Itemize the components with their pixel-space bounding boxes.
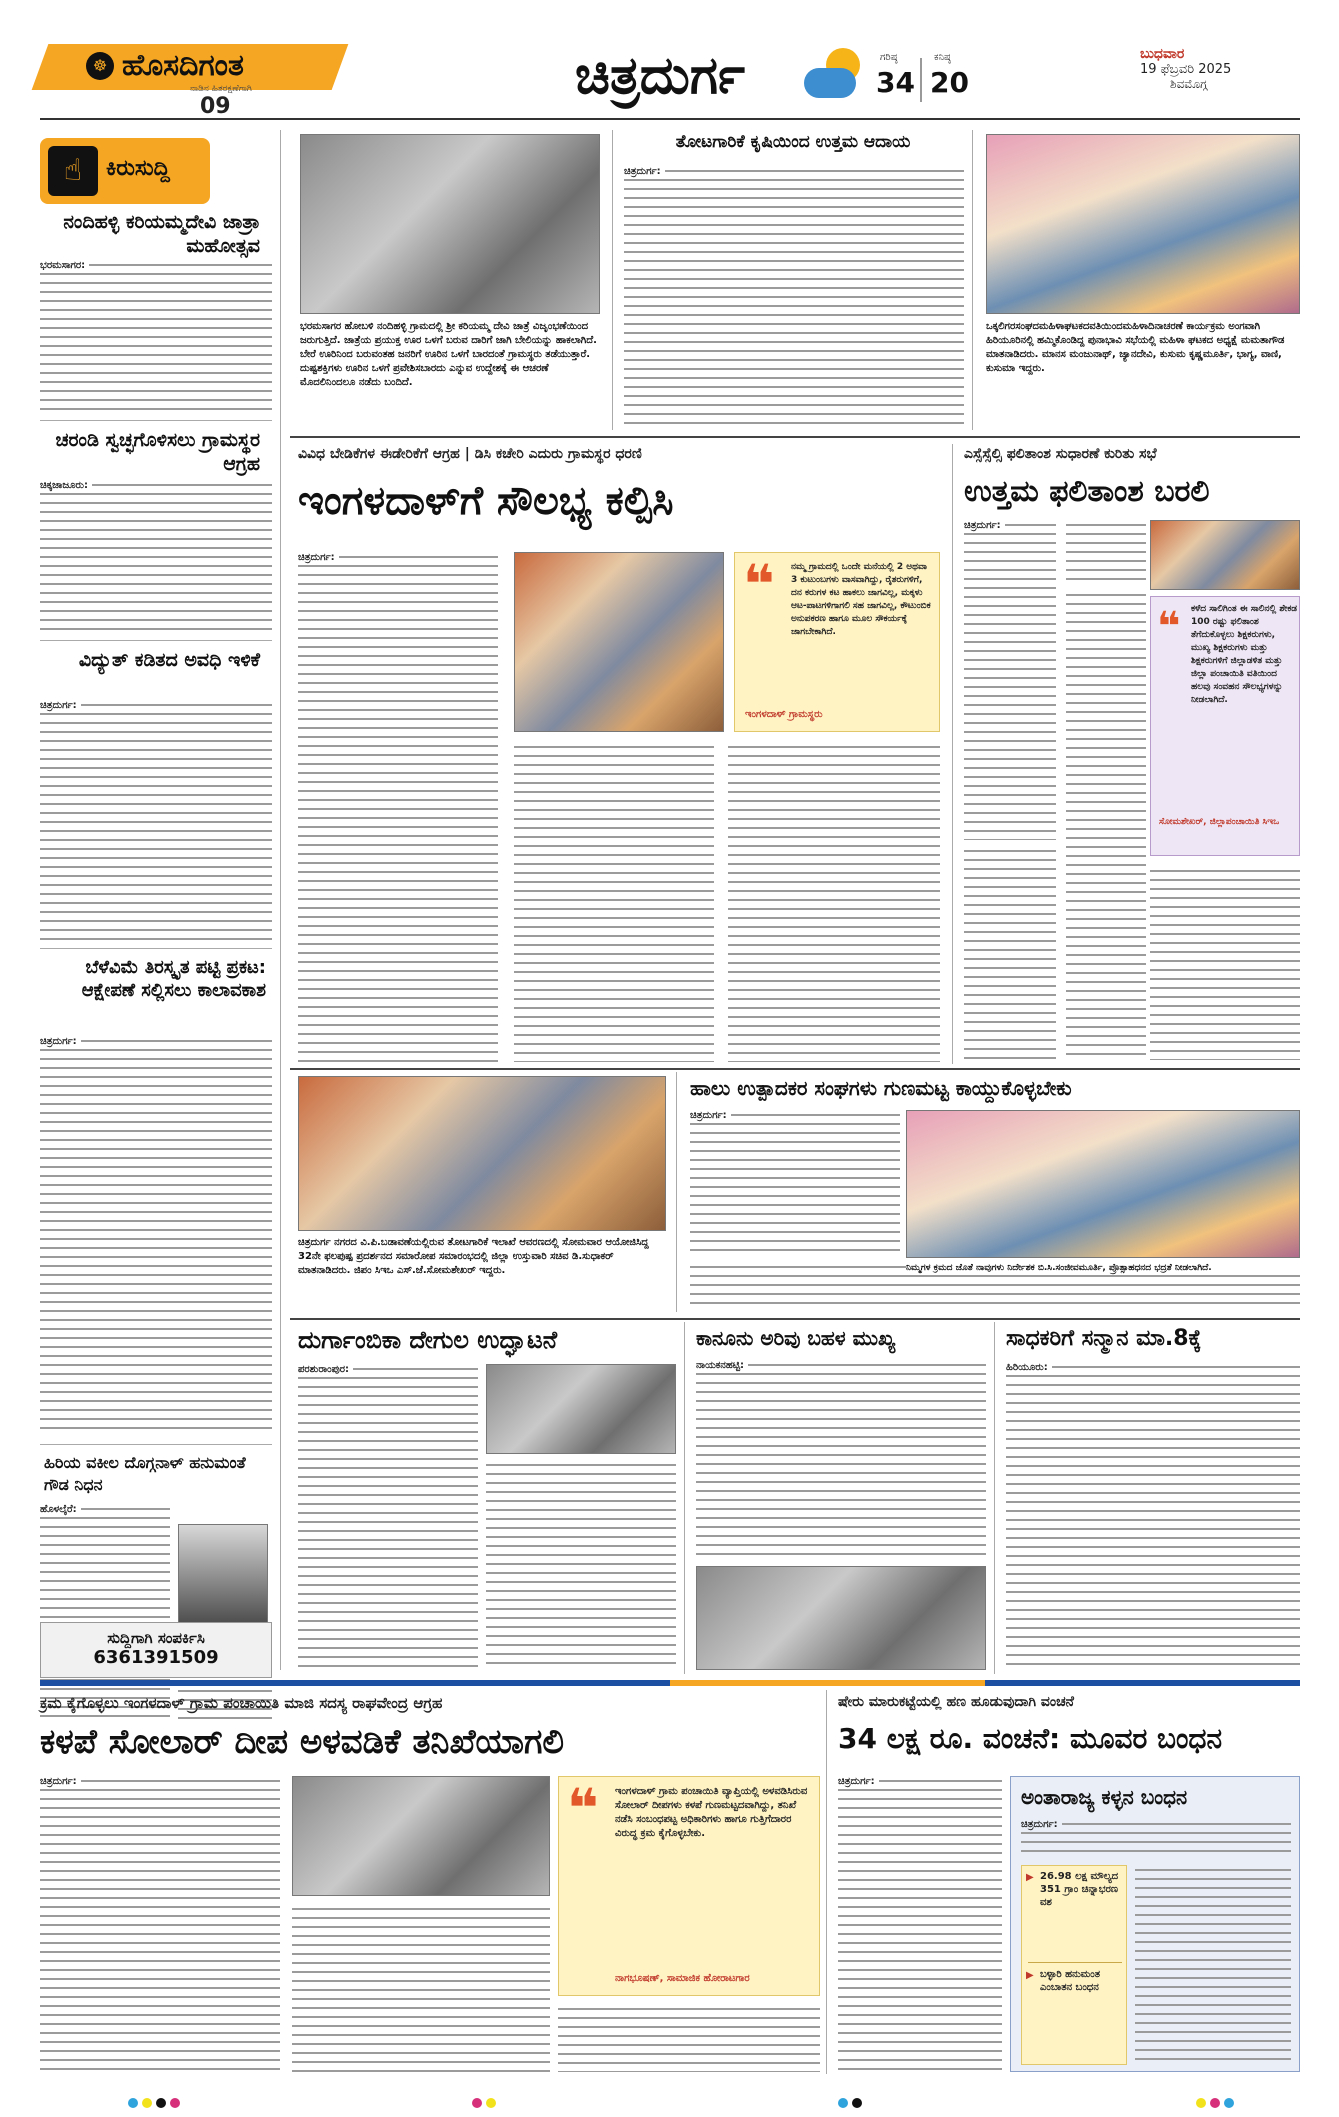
lead-kicker: ವಿವಿಧ ಬೇಡಿಕೆಗಳ ಈಡೇರಿಕೆಗೆ ಆಗ್ರಹ | ಡಿಸಿ ಕಚೇರಿ ಎದುರು ಗ್ರಾಮಸ್ಥರ ಧರಣಿ — [298, 446, 642, 462]
meeting-photo — [1150, 520, 1300, 590]
solar-body-col1 — [40, 1776, 280, 2072]
solar-quote-by: ನಾಗಭೂಷಣ್, ಸಾಮಾಜಿಕ ಹೋರಾಟಗಾರ — [615, 1973, 750, 1984]
quote-mark-icon: ❝ — [1157, 604, 1181, 650]
hand-icon: ☝ — [48, 146, 98, 196]
brief-title: ಹಿರಿಯ ವಕೀಲ ದೊಗ್ಗನಾಳ್ ಹನುಮಂತೆ ಗೌಡ ನಿಧನ — [44, 1453, 246, 1494]
brief-title: ಚರಂಡಿ ಸ್ವಚ್ಛಗೊಳಿಸಲು ಗ್ರಾಮಸ್ಥರ ಆಗ್ರಹ — [55, 429, 260, 475]
theft-bullet-1: 26.98 ಲಕ್ಷ ಮೌಲ್ಯದ 351 ಗ್ರಾಂ ಚಿನ್ನಾಭರಣ ವಶ — [1040, 1871, 1119, 1908]
brief-title: ವಿದ್ಯುತ್ ಕಡಿತದ ಅವಧಿ ಇಳಿಕೆ — [78, 649, 260, 671]
weather-icon — [800, 46, 864, 106]
lead-body-col2 — [514, 742, 714, 1062]
protest-photo — [514, 552, 724, 732]
horticulture-body — [624, 166, 964, 428]
masthead-rule — [40, 118, 1300, 120]
womens-day-photo — [986, 134, 1300, 314]
weekday: ಬುಧವಾರ — [1140, 46, 1185, 62]
temple-body — [298, 1364, 478, 1670]
solar-body-col2 — [292, 1904, 550, 2072]
temple-headline: ದುರ್ಗಾಂಬಿಕಾ ದೇಗುಲ ಉದ್ಘಾಟನೆ — [298, 1326, 558, 1354]
registration-dot — [156, 2098, 166, 2108]
obituary-photo — [178, 1524, 268, 1624]
lead-quote-box — [734, 552, 940, 732]
theft-bullet-box — [1021, 1865, 1127, 2065]
contact-box — [40, 1622, 272, 1678]
dairy-dateline: ಚಿತ್ರದುರ್ಗ: — [690, 1110, 731, 1121]
theft-box — [1010, 1776, 1300, 2072]
solar-photo — [292, 1776, 550, 1896]
temple-dateline: ಪರಶುರಾಂಪುರ: — [298, 1364, 353, 1375]
quote-mark-icon: ❝ — [743, 553, 775, 616]
results-body-col2b — [1066, 590, 1146, 1060]
jatre-photo — [300, 134, 600, 314]
results-quote-by: ಸೋಮಶೇಖರ್, ಜಿಲ್ಲಾಪಂಚಾಯಿತಿ ಸಿಇಒ — [1159, 817, 1280, 827]
solar-quote-box — [558, 1776, 820, 1996]
results-body-col2 — [1066, 520, 1146, 580]
dairy-photo — [906, 1110, 1300, 1258]
fraud-kicker: ಷೇರು ಮಾರುಕಟ್ಟೆಯಲ್ಲಿ ಹಣ ಹೂಡುವುದಾಗಿ ವಂಚನೆ — [838, 1694, 1074, 1710]
results-body-col1b — [964, 846, 1056, 1060]
brand-name: ಹೊಸದಿಗಂತ — [122, 48, 244, 83]
quote-mark-icon: ❝ — [567, 1777, 599, 1840]
honor-dateline: ಹಿರಿಯೂರು: — [1006, 1362, 1052, 1373]
dairy-headline: ಹಾಲು ಉತ್ಪಾದಕರ ಸಂಘಗಳು ಗುಣಮಟ್ಟ ಕಾಯ್ದುಕೊಳ್ಳಬೇಕು — [690, 1076, 1072, 1100]
page-number: 09 — [200, 94, 231, 119]
brand-block — [40, 44, 340, 119]
temple-body-col2 — [486, 1460, 676, 1670]
brief-dateline: ಚಿಕ್ಕಜಾಜೂರು: — [40, 480, 92, 491]
lead-body-col3 — [728, 742, 940, 1062]
solar-headline: ಕಳಪೆ ಸೋಲಾರ್ ದೀಪ ಅಳವಡಿಕೆ ತನಿಖೆಯಾಗಲಿ — [40, 1722, 565, 1762]
lead-headline: ಇಂಗಳದಾಳ್‌ಗೆ ಸೌಲಭ್ಯ ಕಲ್ಪಿಸಿ — [298, 478, 674, 524]
brief-dateline: ಚಿತ್ರದುರ್ಗ: — [40, 700, 81, 711]
color-strip — [40, 1680, 1300, 1686]
contact-label: ಸುದ್ದಿಗಾಗಿ ಸಂಪರ್ಕಿಸಿ — [107, 1629, 205, 1647]
temp-min-label: ಕನಿಷ್ಠ — [934, 52, 951, 63]
sidebar-header — [40, 138, 210, 204]
results-quote-text: ಕಳೆದ ಸಾಲಿಗಿಂತ ಈ ಸಾಲಿನಲ್ಲಿ ಶೇಕಡ 100 ರಷ್ಟು ಫಲಿತಾಂಶ ತೆಗೆದುಕೊಳ್ಳಲು ಶಿಕ್ಷಕರುಗಳು, ಮುಖ್ಯ ಶಿಕ್ಷಕರುಗಳು ಮತ್ತು ಶಿಕ್ಷಕರುಗಳಿಗೆ ಜಿಲ್ಲಾಡಳಿತ ಮತ್ತು ಜಿಲ್ಲಾ ಪಂಚಾಯಿತಿ ವತಿಯಿಂದ ಹಲವು ಸಂವಹನ ಸೌಲಭ್ಯಗಳನ್ನು ನೀಡಲಾಗಿದೆ. — [1191, 604, 1297, 705]
law-body — [696, 1360, 986, 1560]
results-body-col3 — [1150, 866, 1300, 1060]
bullet-arrow-icon: ▶ — [1026, 1970, 1034, 1981]
brief-body — [40, 1504, 272, 1722]
city-title: ಚಿತ್ರದುರ್ಗ — [575, 46, 745, 106]
registration-dot — [852, 2098, 862, 2108]
theft-body — [1021, 1819, 1291, 1859]
dairy-body — [690, 1110, 900, 1255]
lead-dateline: ಚಿತ್ರದುರ್ಗ: — [298, 552, 339, 563]
theft-title: ಅಂತಾರಾಜ್ಯ ಕಳ್ಳನ ಬಂಧನ — [1021, 1785, 1188, 1809]
temp-max: 34 — [876, 66, 915, 99]
bullet-arrow-icon: ▶ — [1026, 1872, 1034, 1883]
law-headline: ಕಾನೂನು ಅರಿವು ಬಹಳ ಮುಖ್ಯ — [696, 1326, 896, 1350]
date-block — [1140, 46, 1300, 92]
law-dateline: ನಾಯಕನಹಟ್ಟಿ: — [696, 1360, 748, 1371]
brand-logo-icon: ☸ — [86, 52, 114, 80]
flower-show-photo — [298, 1076, 666, 1231]
results-body-col1 — [964, 520, 1056, 840]
fraud-headline: 34 ಲಕ್ಷ ರೂ. ವಂಚನೆ: ಮೂವರ ಬಂಧನ — [838, 1722, 1223, 1755]
fraud-dateline: ಚಿತ್ರದುರ್ಗ: — [838, 1776, 879, 1787]
sidebar — [40, 130, 272, 1670]
brief-dateline: ಹೊಳಲ್ಕೆರೆ: — [40, 1504, 81, 1515]
brief-dateline: ಭರಮಸಾಗರ: — [40, 260, 89, 271]
theft-dateline: ಚಿತ್ರದುರ್ಗ: — [1021, 1819, 1062, 1830]
brief-body — [40, 480, 272, 630]
lead-quote-by: ಇಂಗಳದಾಳ್ ಗ್ರಾಮಸ್ಥರು — [745, 709, 823, 720]
brief-body — [40, 700, 272, 940]
registration-dot — [472, 2098, 482, 2108]
law-photo — [696, 1566, 986, 1670]
registration-dot — [1224, 2098, 1234, 2108]
solar-body-col3 — [558, 2004, 820, 2072]
brief-body — [40, 260, 272, 410]
results-kicker: ಎಸ್ಸೆಸ್ಸೆಲ್ಸಿ ಫಲಿತಾಂಶ ಸುಧಾರಣೆ ಕುರಿತು ಸಭೆ — [964, 446, 1157, 462]
temp-max-label: ಗರಿಷ್ಠ — [880, 52, 898, 63]
theft-body-col2 — [1135, 1865, 1291, 2065]
temp-min: 20 — [930, 66, 969, 99]
edition: ಶಿವಮೊಗ್ಗ — [1170, 77, 1208, 91]
temple-photo — [486, 1364, 676, 1454]
dairy-caption: ನಿಮ್ಮಗಳ ಕ್ರಮದ ಜೊತೆ ನಾವುಗಳು ನಿರ್ದೇಶಕ ಬಿ.ಸಿ.ಸಂಜೀವಮೂರ್ತಿ, ಪ್ರೊತ್ಸಾಹಧನದ ಭದ್ರತೆ ನೀಡಲಾಗಿದೆ. — [906, 1262, 1300, 1274]
horticulture-headline: ತೋಟಗಾರಿಕೆ ಕೃಷಿಯಿಂದ ಉತ್ತಮ ಆದಾಯ — [675, 132, 911, 152]
lead-quote-text: ನಮ್ಮ ಗ್ರಾಮದಲ್ಲಿ ಒಂದೇ ಮನೆಯಲ್ಲಿ 2 ಅಥವಾ 3 ಕುಟುಂಬಗಳು ವಾಸವಾಗಿದ್ದು, ರೈತರುಗಳಿಗೆ, ದನ ಕರುಗಳ ಕಟ ಹಾಕಲು ಜಾಗವಿಲ್ಲ, ಮಕ್ಕಳು ಆಟ-ಪಾಟಗಳಿಗಾಗಲಿ ಸಹ ಜಾಗವಿಲ್ಲ, ಕೌಟುಂಬಿಕ ಅನುಪಕರಣ ಹಾಗೂ ಮೂಲ ಸೌಕರ್ಯಕ್ಕೆ ಜಾಗಬೇಕಾಗಿದೆ. — [791, 562, 931, 637]
results-quote-box — [1150, 596, 1300, 856]
masthead — [0, 0, 1339, 128]
brief-body — [40, 1036, 272, 1436]
registration-dot — [838, 2098, 848, 2108]
lead-body-col1 — [298, 552, 498, 1062]
date: 19 ಫೆಬ್ರವರಿ 2025 — [1140, 62, 1232, 77]
brief-title: ನಂದಿಹಳ್ಳಿ ಕರಿಯಮ್ಮದೇವಿ ಜಾತ್ರಾ ಮಹೋತ್ಸವ — [63, 211, 260, 257]
contact-phone: 6361391509 — [93, 1647, 219, 1668]
registration-dot — [128, 2098, 138, 2108]
results-dateline: ಚಿತ್ರದುರ್ಗ: — [964, 520, 1005, 531]
solar-dateline: ಚಿತ್ರದುರ್ಗ: — [40, 1776, 81, 1787]
theft-bullet-2: ಬಳ್ಳಾರಿ ಹನುಮಂತ ಎಂಬಾತನ ಬಂಧನ — [1040, 1969, 1101, 1993]
solar-kicker: ಕ್ರಮ ಕೈಗೊಳ್ಳಲು ಇಂಗಳದಾಳ್ ಗ್ರಾಮ ಪಂಚಾಯಿತಿ ಮಾಜಿ ಸದಸ್ಯ ರಾಘವೇಂದ್ರ ಆಗ್ರಹ — [40, 1694, 443, 1712]
jatre-photo-caption: ಭರಮಸಾಗರ ಹೋಬಳಿ ನಂದಿಹಳ್ಳಿ ಗ್ರಾಮದಲ್ಲಿ ಶ್ರೀ ಕರಿಯಮ್ಮ ದೇವಿ ಜಾತ್ರೆ ವಿಜೃಂಭಣೆಯಿಂದ ಜರುಗುತ್ತಿದೆ. ಜಾತ್ರೆಯ ಪ್ರಯುಕ್ತ ಊರ ಒಳಗೆ ಬರುವ ದಾರಿಗೆ ಜಾಗಿ ಬೇಲಿಯನ್ನು ಹಾಕಲಾಗಿದೆ. ಬೇರೆ ಊರಿನಿಂದ ಬರುವಂತಹ ಜನರಿಗೆ ಊರಿನ ಒಳಗೆ ಬಾರದಂತೆ ಗ್ರಾಮಸ್ಥರು ತಡೆಯುತ್ತಾರೆ. ದುಷ್ಟಶಕ್ತಿಗಳು ಊರಿನ ಒಳಗೆ ಪ್ರವೇಶಿಸಬಾರದು ಎನ್ನುವ ಉದ್ದೇಶಕ್ಕೆ ಈ ಆಚರಣೆ ಮೊದಲಿನಿಂದಲೂ ನಡೆದು ಬಂದಿದೆ. — [300, 321, 597, 388]
registration-dot — [1196, 2098, 1206, 2108]
registration-dot — [486, 2098, 496, 2108]
horticulture-dateline: ಚಿತ್ರದುರ್ಗ: — [624, 166, 665, 177]
brief-title: ಬೆಳೆವಿಮೆ ತಿರಸ್ಕೃತ ಪಟ್ಟಿ ಪ್ರಕಟ: ಆಕ್ಷೇಪಣೆ ಸಲ್ಲಿಸಲು ಕಾಲಾವಕಾಶ — [81, 957, 266, 1001]
flower-show-caption: ಚಿತ್ರದುರ್ಗ ನಗರದ ವಿ.ಪಿ.ಬಡಾವಣೆಯಲ್ಲಿರುವ ತೋಟಗಾರಿಕೆ ಇಲಾಖೆ ಆವರಣದಲ್ಲಿ ಸೋಮವಾರ ಆಯೋಜಿಸಿದ್ದ 32ನೇ ಫಲಪುಷ್ಪ ಪ್ರದರ್ಶನದ ಸಮಾರೋಪ ಸಮಾರಂಭದಲ್ಲಿ ಜಿಲ್ಲಾ ಉಸ್ತುವಾರಿ ಸಚಿವ ಡಿ.ಸುಧಾಕರ್ ಮಾತನಾಡಿದರು. ಜಿಪಂ ಸಿಇಒ ಎಸ್.ಜೆ.ಸೋಮಶೇಖರ್ ಇದ್ದರು. — [298, 1237, 649, 1276]
results-headline: ಉತ್ತಮ ಫಲಿತಾಂಶ ಬರಲಿ — [964, 474, 1210, 509]
womens-day-caption: ಒಕ್ಕಲಿಗರಸಂಘದಮಹಿಳಾಘಟಕದವತಿಯಿಂದಮಹಿಳಾದಿನಾಚರಣೆ ಕಾರ್ಯಕ್ರಮ ಅಂಗವಾಗಿ ಹಿರಿಯೂರಿನಲ್ಲಿ ಹಮ್ಮಿಕೊಂಡಿದ್ದ ಪುನಾಭಾವಿ ಸಭೆಯಲ್ಲಿ ಮಹಿಳಾ ಘಟಕದ ಅಧ್ಯಕ್ಷೆ ಮಮತಾಗೌಡ ಮಾತನಾಡಿದರು. ಮಾನಸ ಮಂಜುನಾಥ್, ಜ್ಯಾನದೇವಿ, ಕುಸುಮ ಕೃಷ್ಣಮೂರ್ತಿ, ಭಾಗ್ಯ, ವಾಣಿ, ಕುಸುಮಾ ಇದ್ದರು. — [986, 321, 1285, 374]
section-title: ಕಿರುಸುದ್ದಿ — [106, 156, 170, 181]
brief-dateline: ಚಿತ್ರದುರ್ಗ: — [40, 1036, 81, 1047]
registration-dot — [1210, 2098, 1220, 2108]
honor-headline: ಸಾಧಕರಿಗೆ ಸನ್ಮಾನ ಮಾ.8ಕ್ಕೆ — [1006, 1326, 1202, 1351]
solar-quote-text: ಇಂಗಳದಾಳ್ ಗ್ರಾಮ ಪಂಚಾಯಿತಿ ವ್ಯಾಪ್ತಿಯಲ್ಲಿ ಅಳವಡಿಸಿರುವ ಸೋಲಾರ್ ದೀಪಗಳು ಕಳಪೆ ಗುಣಮಟ್ಟದವಾಗಿದ್ದು, ತನಿಖೆ ನಡೆಸಿ ಸಂಬಂಧಪಟ್ಟ ಅಧಿಕಾರಿಗಳು ಹಾಗೂ ಗುತ್ತಿಗೆದಾರರ ವಿರುದ್ಧ ಕ್ರಮ ಕೈಗೊಳ್ಳಬೇಕು. — [615, 1786, 808, 1839]
fraud-body — [838, 1776, 1002, 2072]
brand-tagline: ನಾಡಿನ ಹಿತರಕ್ಷಣೆಗಾಗಿ — [190, 84, 252, 94]
registration-dot — [142, 2098, 152, 2108]
registration-dot — [170, 2098, 180, 2108]
honor-body — [1006, 1362, 1300, 1670]
